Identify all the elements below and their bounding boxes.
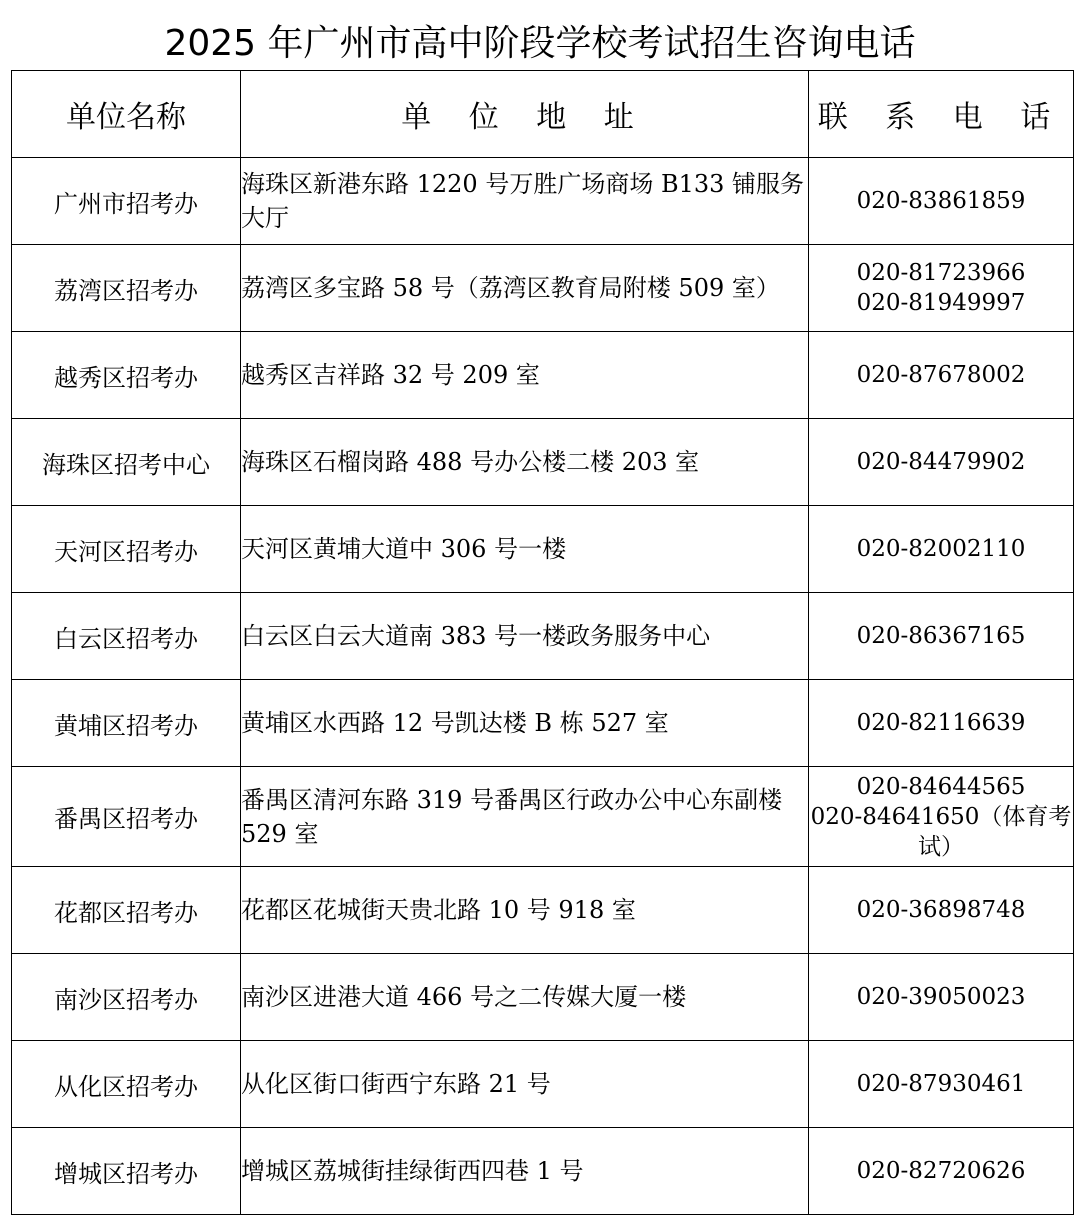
table-row xyxy=(12,767,1074,867)
phone-number: 020-81949997 xyxy=(856,290,1026,316)
phone-cell xyxy=(809,332,1074,419)
table-row xyxy=(12,419,1074,506)
header-address: 单 位 地 址 xyxy=(241,71,809,158)
table-row xyxy=(12,506,1074,593)
table-row xyxy=(12,245,1074,332)
table-row xyxy=(12,1041,1074,1128)
unit-name-cell: 番禺区招考办 xyxy=(12,767,241,867)
unit-name-cell: 南沙区招考办 xyxy=(12,954,241,1041)
address-cell: 海珠区新港东路 1220 号万胜广场商场 B133 铺服务大厅 xyxy=(241,158,809,245)
address-cell: 越秀区吉祥路 32 号 209 室 xyxy=(241,332,809,419)
phone-cell xyxy=(809,245,1074,332)
table-row xyxy=(12,158,1074,245)
table-row xyxy=(12,954,1074,1041)
unit-name-cell: 荔湾区招考办 xyxy=(12,245,241,332)
table-row xyxy=(12,680,1074,767)
table-header-row xyxy=(12,71,1074,158)
unit-name-cell: 白云区招考办 xyxy=(12,593,241,680)
phone-number: 020-82720626 xyxy=(856,1158,1026,1184)
table-row xyxy=(12,332,1074,419)
unit-name-cell: 越秀区招考办 xyxy=(12,332,241,419)
unit-name-cell: 天河区招考办 xyxy=(12,506,241,593)
phone-number: 020-86367165 xyxy=(856,623,1026,649)
address-cell: 番禺区清河东路 319 号番禺区行政办公中心东副楼 529 室 xyxy=(241,767,809,867)
address-cell: 花都区花城街天贵北路 10 号 918 室 xyxy=(241,867,809,954)
page-title: 2025 年广州市高中阶段学校考试招生咨询电话 xyxy=(164,23,916,64)
table-row xyxy=(12,1128,1074,1215)
header-phone: 联 系 电 话 xyxy=(809,71,1074,158)
unit-name-cell: 增城区招考办 xyxy=(12,1128,241,1215)
phone-cell xyxy=(809,1128,1074,1215)
phone-number: 020-82002110 xyxy=(856,536,1026,562)
address-cell: 黄埔区水西路 12 号凯达楼 B 栋 527 室 xyxy=(241,680,809,767)
phone-number: 020-87678002 xyxy=(856,362,1026,388)
unit-name-cell: 黄埔区招考办 xyxy=(12,680,241,767)
unit-name-cell: 海珠区招考中心 xyxy=(12,419,241,506)
unit-name-cell: 花都区招考办 xyxy=(12,867,241,954)
phone-number: 020-84479902 xyxy=(856,449,1026,475)
phone-cell xyxy=(809,593,1074,680)
phone-cell xyxy=(809,954,1074,1041)
phone-number: 020-84644565 xyxy=(856,773,1026,800)
phone-number: 020-81723966 xyxy=(856,260,1026,286)
address-cell: 天河区黄埔大道中 306 号一楼 xyxy=(241,506,809,593)
address-cell: 海珠区石榴岗路 488 号办公楼二楼 203 室 xyxy=(241,419,809,506)
phone-number: 020-82116639 xyxy=(856,710,1026,736)
phone-cell xyxy=(809,158,1074,245)
unit-name-cell: 从化区招考办 xyxy=(12,1041,241,1128)
address-cell: 从化区街口街西宁东路 21 号 xyxy=(241,1041,809,1128)
unit-name-cell: 广州市招考办 xyxy=(12,158,241,245)
phone-number: 020-83861859 xyxy=(856,188,1026,214)
phone-cell xyxy=(809,1041,1074,1128)
phone-number: 020-39050023 xyxy=(856,984,1026,1010)
phone-cell xyxy=(809,867,1074,954)
phone-number: 020-36898748 xyxy=(856,897,1026,923)
header-unit-name: 单位名称 xyxy=(12,71,241,158)
contact-table xyxy=(11,70,1074,1215)
phone-cell xyxy=(809,419,1074,506)
phone-cell xyxy=(809,506,1074,593)
phone-number: 020-87930461 xyxy=(856,1071,1026,1097)
phone-cell xyxy=(809,680,1074,767)
phone-cell xyxy=(809,767,1074,867)
address-cell: 白云区白云大道南 383 号一楼政务服务中心 xyxy=(241,593,809,680)
address-cell: 南沙区进港大道 466 号之二传媒大厦一楼 xyxy=(241,954,809,1041)
address-cell: 增城区荔城街挂绿街西四巷 1 号 xyxy=(241,1128,809,1215)
table-row xyxy=(12,867,1074,954)
table-row xyxy=(12,593,1074,680)
phone-number: 020-84641650（体育考试） xyxy=(810,803,1072,860)
address-cell: 荔湾区多宝路 58 号（荔湾区教育局附楼 509 室） xyxy=(241,245,809,332)
